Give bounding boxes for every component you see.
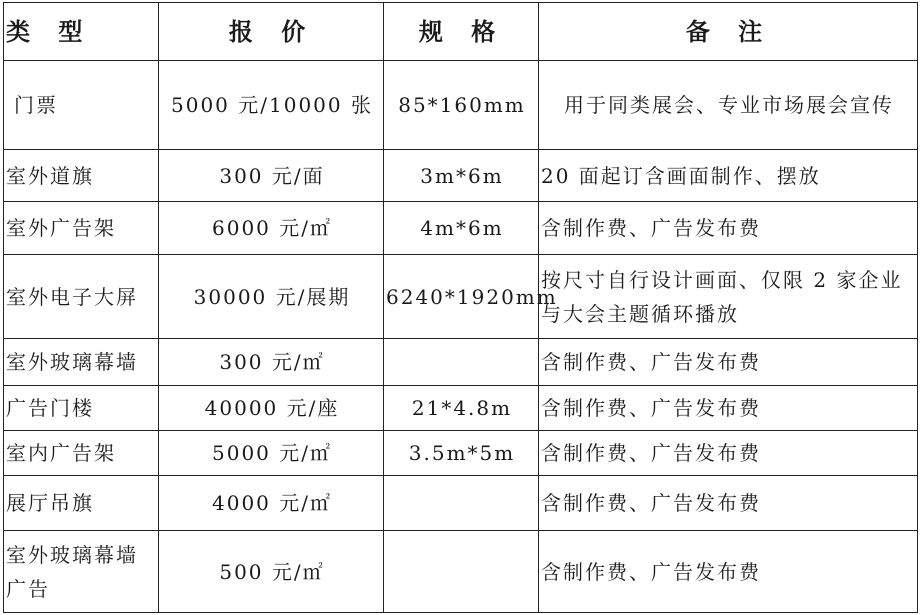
table-row <box>4 339 918 386</box>
table-row <box>4 476 918 531</box>
cell-price: 30000 元/展期 <box>159 255 384 339</box>
cell-price: 300 元/面 <box>159 150 384 202</box>
cell-note: 按尺寸自行设计画面、仅限 2 家企业与大会主题循环播放 <box>539 255 918 339</box>
cell-type: 展厅吊旗 <box>4 476 159 531</box>
cell-spec <box>384 476 539 531</box>
cell-note: 含制作费、广告发布费 <box>539 476 918 531</box>
header-type: 类 型 <box>4 3 159 61</box>
cell-type: 室外玻璃幕墙广告 <box>4 531 159 613</box>
cell-type: 室外玻璃幕墙 <box>4 339 159 386</box>
cell-note: 含制作费、广告发布费 <box>539 386 918 431</box>
cell-spec: 6240*1920mm <box>384 255 539 339</box>
cell-type: 广告门楼 <box>4 386 159 431</box>
cell-price: 5000 元/10000 张 <box>159 61 384 150</box>
cell-price: 300 元/㎡ <box>159 339 384 386</box>
cell-spec: 3m*6m <box>384 150 539 202</box>
cell-note: 含制作费、广告发布费 <box>539 531 918 613</box>
header-spec: 规 格 <box>384 3 539 61</box>
cell-price: 40000 元/座 <box>159 386 384 431</box>
table-row <box>4 202 918 255</box>
cell-spec: 4m*6m <box>384 202 539 255</box>
cell-type: 室外电子大屏 <box>4 255 159 339</box>
pricing-table <box>3 2 918 613</box>
cell-note: 用于同类展会、专业市场展会宣传 <box>539 61 918 150</box>
cell-type: 室内广告架 <box>4 431 159 476</box>
cell-spec: 85*160mm <box>384 61 539 150</box>
cell-price: 500 元/㎡ <box>159 531 384 613</box>
header-row <box>4 3 918 61</box>
cell-note: 20 面起订含画面制作、摆放 <box>539 150 918 202</box>
cell-spec: 21*4.8m <box>384 386 539 431</box>
header-price: 报 价 <box>159 3 384 61</box>
table-row <box>4 255 918 339</box>
table-row <box>4 61 918 150</box>
cell-type: 门票 <box>4 61 159 150</box>
table-row <box>4 150 918 202</box>
cell-note: 含制作费、广告发布费 <box>539 339 918 386</box>
cell-type: 室外广告架 <box>4 202 159 255</box>
cell-spec <box>384 531 539 613</box>
cell-spec <box>384 339 539 386</box>
cell-type: 室外道旗 <box>4 150 159 202</box>
cell-note: 含制作费、广告发布费 <box>539 431 918 476</box>
cell-note: 含制作费、广告发布费 <box>539 202 918 255</box>
cell-spec: 3.5m*5m <box>384 431 539 476</box>
table-row <box>4 531 918 613</box>
cell-price: 4000 元/㎡ <box>159 476 384 531</box>
table-row <box>4 431 918 476</box>
cell-price: 5000 元/㎡ <box>159 431 384 476</box>
header-note: 备 注 <box>539 3 918 61</box>
cell-price: 6000 元/㎡ <box>159 202 384 255</box>
table-row <box>4 386 918 431</box>
